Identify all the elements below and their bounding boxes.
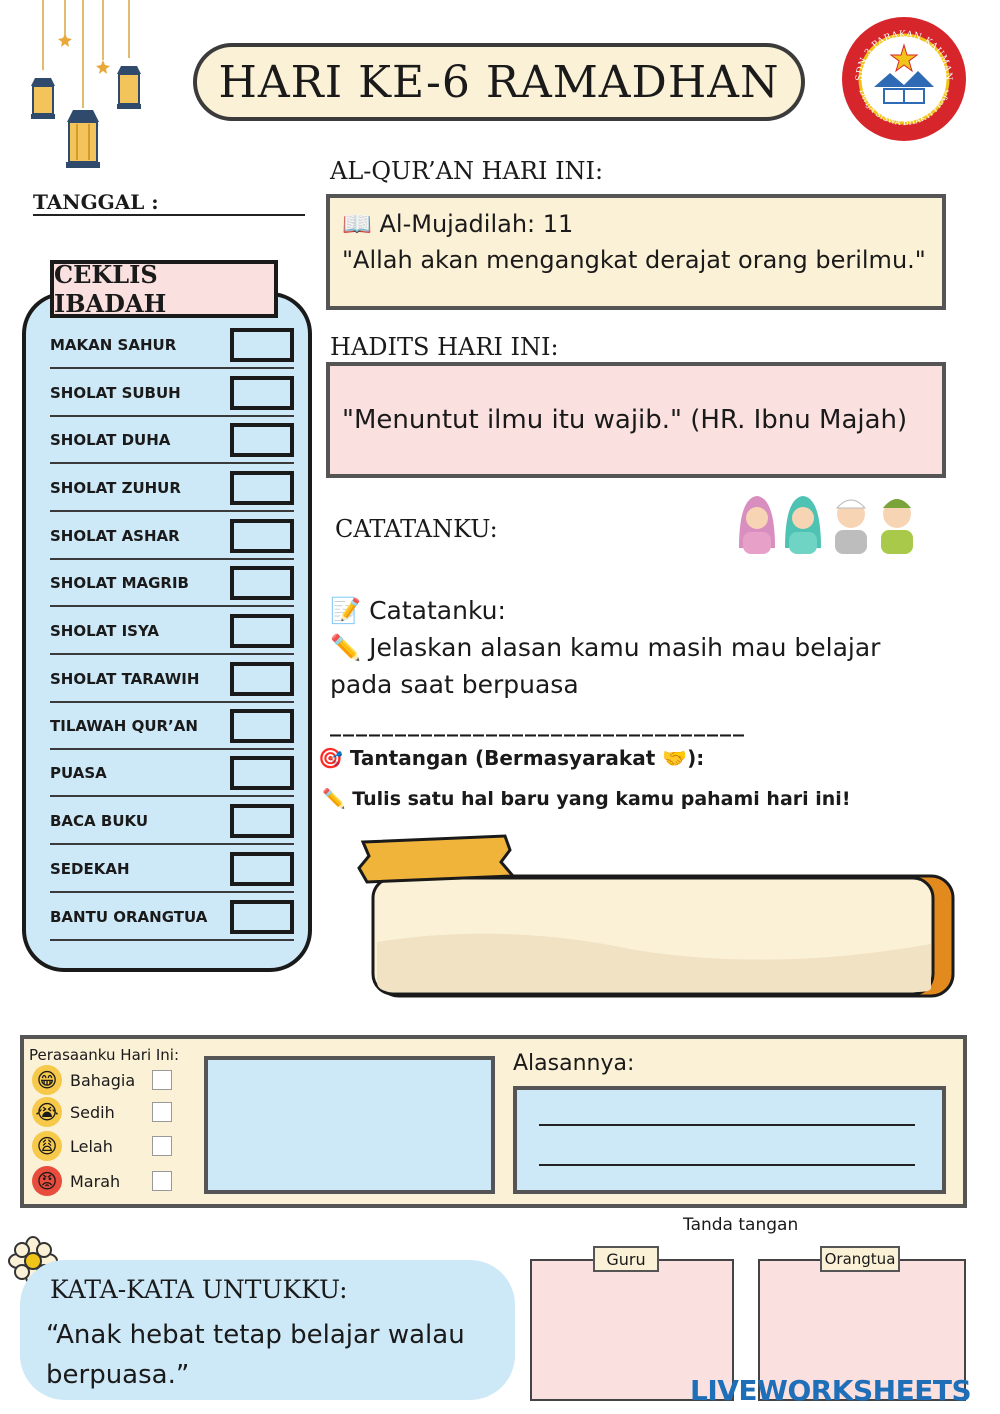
checklist-row <box>50 322 294 369</box>
feeling-emoji-icon: 😩 <box>32 1131 62 1161</box>
catatan-heading: 📝 Catatanku: <box>330 596 506 625</box>
checklist-checkbox[interactable] <box>230 471 294 505</box>
checklist-label: TILAWAH QUR’AN <box>50 716 198 735</box>
guru-tag: Guru <box>593 1246 659 1272</box>
feelings-title: Perasaanku Hari Ini: <box>29 1046 180 1064</box>
feeling-emoji-icon: 😭 <box>32 1097 62 1127</box>
orangtua-tag: Orangtua <box>820 1246 900 1272</box>
quran-surah: 📖 Al-Mujadilah: 11 <box>342 210 574 238</box>
liveworksheets-watermark: LIVEWORKSHEETS <box>690 1374 972 1407</box>
checklist-checkbox[interactable] <box>230 756 294 790</box>
checklist-label: BACA BUKU <box>50 811 149 830</box>
feeling-item <box>32 1166 120 1196</box>
checklist-checkbox[interactable] <box>230 423 294 457</box>
catatan-answer-line[interactable]: ________________________________ <box>330 712 746 737</box>
checklist-row <box>50 846 294 893</box>
feeling-label: Lelah <box>70 1136 113 1156</box>
checklist-label: BANTU ORANGTUA <box>50 907 208 926</box>
feeling-label: Marah <box>70 1171 121 1191</box>
lantern-decoration <box>25 0 155 180</box>
checklist-label: SHOLAT SUBUH <box>50 383 181 402</box>
reason-box[interactable] <box>513 1086 946 1194</box>
feeling-label: Bahagia <box>70 1070 136 1090</box>
checklist-row <box>50 370 294 417</box>
feeling-label: Sedih <box>70 1102 115 1122</box>
reason-line-2[interactable] <box>539 1164 915 1166</box>
checklist-row <box>50 513 294 560</box>
feeling-checkbox[interactable] <box>152 1136 172 1156</box>
hadits-box <box>326 362 946 478</box>
feeling-checkbox[interactable] <box>152 1171 172 1191</box>
challenge-answer-banner[interactable] <box>355 832 960 1002</box>
kids-illustration <box>735 488 921 556</box>
challenge-task: ✏️ Tulis satu hal baru yang kamu pahami hari ini! <box>322 788 851 810</box>
checklist-label: MAKAN SAHUR <box>50 335 177 354</box>
checklist-checkbox[interactable] <box>230 614 294 648</box>
kata-title: KATA-KATA UNTUKKU: <box>50 1275 348 1304</box>
quran-verse: "Allah akan mengangkat derajat orang berilmu." <box>342 246 926 274</box>
school-logo <box>840 15 968 143</box>
checklist-checkbox[interactable] <box>230 376 294 410</box>
feeling-item <box>32 1131 113 1161</box>
reason-line-1[interactable] <box>539 1124 915 1126</box>
checklist-label: SHOLAT TARAWIH <box>50 669 200 688</box>
checklist-checkbox[interactable] <box>230 662 294 696</box>
checklist-header: CEKLIS IBADAH <box>50 260 278 318</box>
checklist-checkbox[interactable] <box>230 852 294 886</box>
feeling-checkbox[interactable] <box>152 1070 172 1090</box>
feeling-emoji-icon: 😡 <box>32 1166 62 1196</box>
hadits-text: "Menuntut ilmu itu wajib." (HR. Ibnu Majah) <box>342 405 908 435</box>
checklist-label: SHOLAT ASHAR <box>50 526 180 545</box>
checklist-label: SHOLAT MAGRIB <box>50 573 189 592</box>
checklist-checkbox[interactable] <box>230 519 294 553</box>
logo-text-top: SDN 3 PARAKAN KAUMAN <box>854 29 954 82</box>
checklist-row <box>50 417 294 464</box>
signature-label: Tanda tangan <box>683 1215 799 1235</box>
quran-box <box>326 194 946 310</box>
hadits-title: HADITS HARI INI: <box>330 333 559 361</box>
feeling-item <box>32 1065 135 1095</box>
reason-label: Alasannya: <box>513 1051 635 1076</box>
logo-text-bottom: DWIJA SISWA BHAKTI PRAJA <box>857 88 951 128</box>
checklist-row <box>50 894 294 941</box>
catatan-prompt <box>330 592 930 703</box>
feeling-checkbox[interactable] <box>152 1102 172 1122</box>
page-title: HARI KE-6 RAMADHAN <box>193 43 805 121</box>
checklist-checkbox[interactable] <box>230 804 294 838</box>
checklist-label: SHOLAT ISYA <box>50 621 159 640</box>
tanggal-field[interactable] <box>33 214 305 216</box>
feelings-drawing-area[interactable] <box>204 1056 495 1194</box>
checklist-label: PUASA <box>50 763 107 782</box>
checklist-row <box>50 750 294 797</box>
checklist-label: SEDEKAH <box>50 859 130 878</box>
checklist-checkbox[interactable] <box>230 328 294 362</box>
quran-title: AL-QUR’AN HARI INI: <box>330 157 604 185</box>
checklist-row <box>50 798 294 845</box>
catatan-title: CATATANKU: <box>335 515 498 543</box>
checklist-row <box>50 465 294 512</box>
checklist-label: SHOLAT DUHA <box>50 430 171 449</box>
checklist-checkbox[interactable] <box>230 900 294 934</box>
checklist-label: SHOLAT ZUHUR <box>50 478 181 497</box>
checklist-row <box>50 560 294 607</box>
tanggal-label: TANGGAL : <box>33 190 159 214</box>
checklist-row <box>50 608 294 655</box>
kata-quote: “Anak hebat tetap belajar walau berpuasa.” <box>46 1320 465 1390</box>
feeling-item <box>32 1097 115 1127</box>
checklist-row <box>50 703 294 750</box>
checklist-row <box>50 656 294 703</box>
checklist-checkbox[interactable] <box>230 566 294 600</box>
checklist-checkbox[interactable] <box>230 709 294 743</box>
catatan-question: ✏️ Jelaskan alasan kamu masih mau belajar pada saat berpuasa <box>330 633 881 699</box>
challenge-title: 🎯 Tantangan (Bermasyarakat 🤝): <box>318 746 705 770</box>
feeling-emoji-icon: 😁 <box>32 1065 62 1095</box>
